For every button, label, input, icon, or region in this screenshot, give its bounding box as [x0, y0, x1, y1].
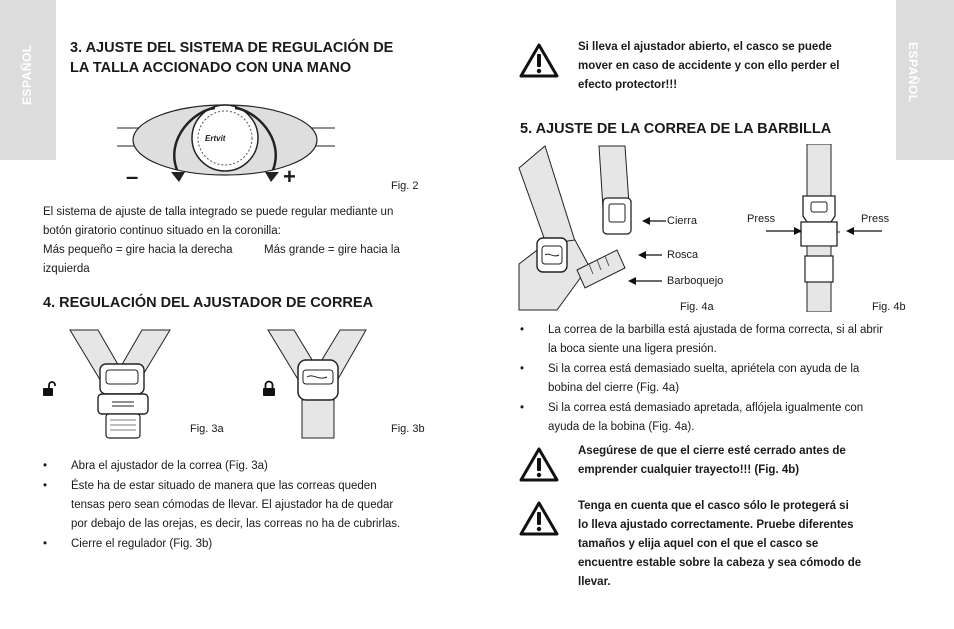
list-item: • Cierre el regulador (Fig. 3b) [43, 535, 443, 554]
warning-icon [519, 446, 559, 482]
list-item: • Abra el ajustador de la correa (Fig. 3a) [43, 457, 443, 476]
fig-2-caption: Fig. 2 [391, 180, 419, 192]
strap-adjuster-open-illustration [40, 328, 180, 440]
list-item: • La correa de la barbilla está ajustada de forma correcta, si al abrir la boca siente una ligera presión. [520, 321, 920, 359]
arrow-press-right-icon [846, 226, 882, 236]
section-3-smaller: Más pequeño = gire hacia la derecha [43, 244, 233, 256]
section-4-bullets [43, 457, 443, 555]
dial-brand-label: Ertvit [205, 134, 226, 143]
label-barboquejo: Barboquejo [667, 275, 724, 287]
section-5-title: 5. AJUSTE DE LA CORREA DE LA BARBILLA [520, 121, 832, 137]
list-item: • Si la correa está demasiado apretada, aflójela igualmente con ayuda de la bobina (Fig. 4a). [520, 399, 920, 437]
warning-1-text: Si lleva el ajustador abierto, el casco se puede mover en caso de accidente y con ello perder el efecto protector!!! [578, 41, 840, 91]
section-3-larger: Más grande = gire hacia la [264, 244, 400, 256]
section-5-bullets [520, 321, 920, 438]
press-label-right: Press [861, 213, 890, 225]
fig-3b-caption: Fig. 3b [391, 423, 425, 435]
list-item: • Si la correa está demasiado suelta, apriételа con ayuda de la bobina del cierre (Fig. 4a) [520, 360, 920, 398]
warning-icon [519, 42, 559, 78]
label-rosca: Rosca [667, 249, 699, 261]
arrow-barboquejo-icon [628, 276, 662, 286]
section-3-body [43, 203, 443, 279]
unlocked-padlock-icon [42, 381, 56, 397]
section-3-p2: botón giratorio continuo situado en la coronilla: [43, 225, 281, 237]
section-4-title: 4. REGULACIÓN DEL AJUSTADOR DE CORREA [43, 295, 374, 311]
language-tab-left-label: ESPAÑOL [20, 44, 34, 105]
warning-3-text: Tenga en cuenta que el casco sólo le protegerá si lo lleva ajustado correctamente. Pruebe diferentes tamaños y elija aquel con el que el casco se encuentre estable sobre la cabeza y sea cómodo de llevar. [578, 500, 862, 588]
section-3-title-line1: 3. AJUSTE DEL SISTEMA DE REGULACIÓN DE [70, 40, 394, 56]
arrow-cierra-icon [642, 216, 666, 226]
arrow-press-left-icon [766, 226, 802, 236]
section-3-p4: izquierda [43, 263, 90, 275]
minus-sign: – [126, 164, 139, 189]
warning-icon [519, 500, 559, 536]
press-label-left: Press [747, 213, 776, 225]
buckle-press-illustration [795, 144, 843, 312]
language-tab-right-label: ESPAÑOL [906, 42, 920, 103]
section-3-p1: El sistema de ajuste de talla integrado se puede regular mediante un [43, 206, 394, 218]
arrow-rosca-icon [638, 250, 662, 260]
warning-2-text: Asegúrese de que el cierre esté cerrado antes de emprender cualquier trayecto!!! (Fig. 4b) [578, 445, 846, 476]
plus-sign: + [283, 164, 296, 189]
fig-4a-caption: Fig. 4a [680, 301, 714, 313]
label-cierra: Cierra [667, 215, 697, 227]
section-3-title-line2: LA TALLA ACCIONADO CON UNA MANO [70, 60, 352, 76]
list-item: • Éste ha de estar situado de manera que las correas queden tensas pero sean cómodas de llevar. El ajustador ha de quedar por debajo de las orejas, es decir, las correas no ha de cubrirlas. [43, 477, 443, 534]
fig-4b-caption: Fig. 4b [872, 301, 906, 313]
fig-3a-caption: Fig. 3a [190, 423, 224, 435]
section-3-heading [70, 38, 393, 78]
locked-padlock-icon [262, 380, 276, 397]
chin-strap-buckle-illustration [517, 144, 662, 312]
language-tab-left [0, 0, 56, 160]
strap-adjuster-closed-illustration [262, 328, 372, 440]
